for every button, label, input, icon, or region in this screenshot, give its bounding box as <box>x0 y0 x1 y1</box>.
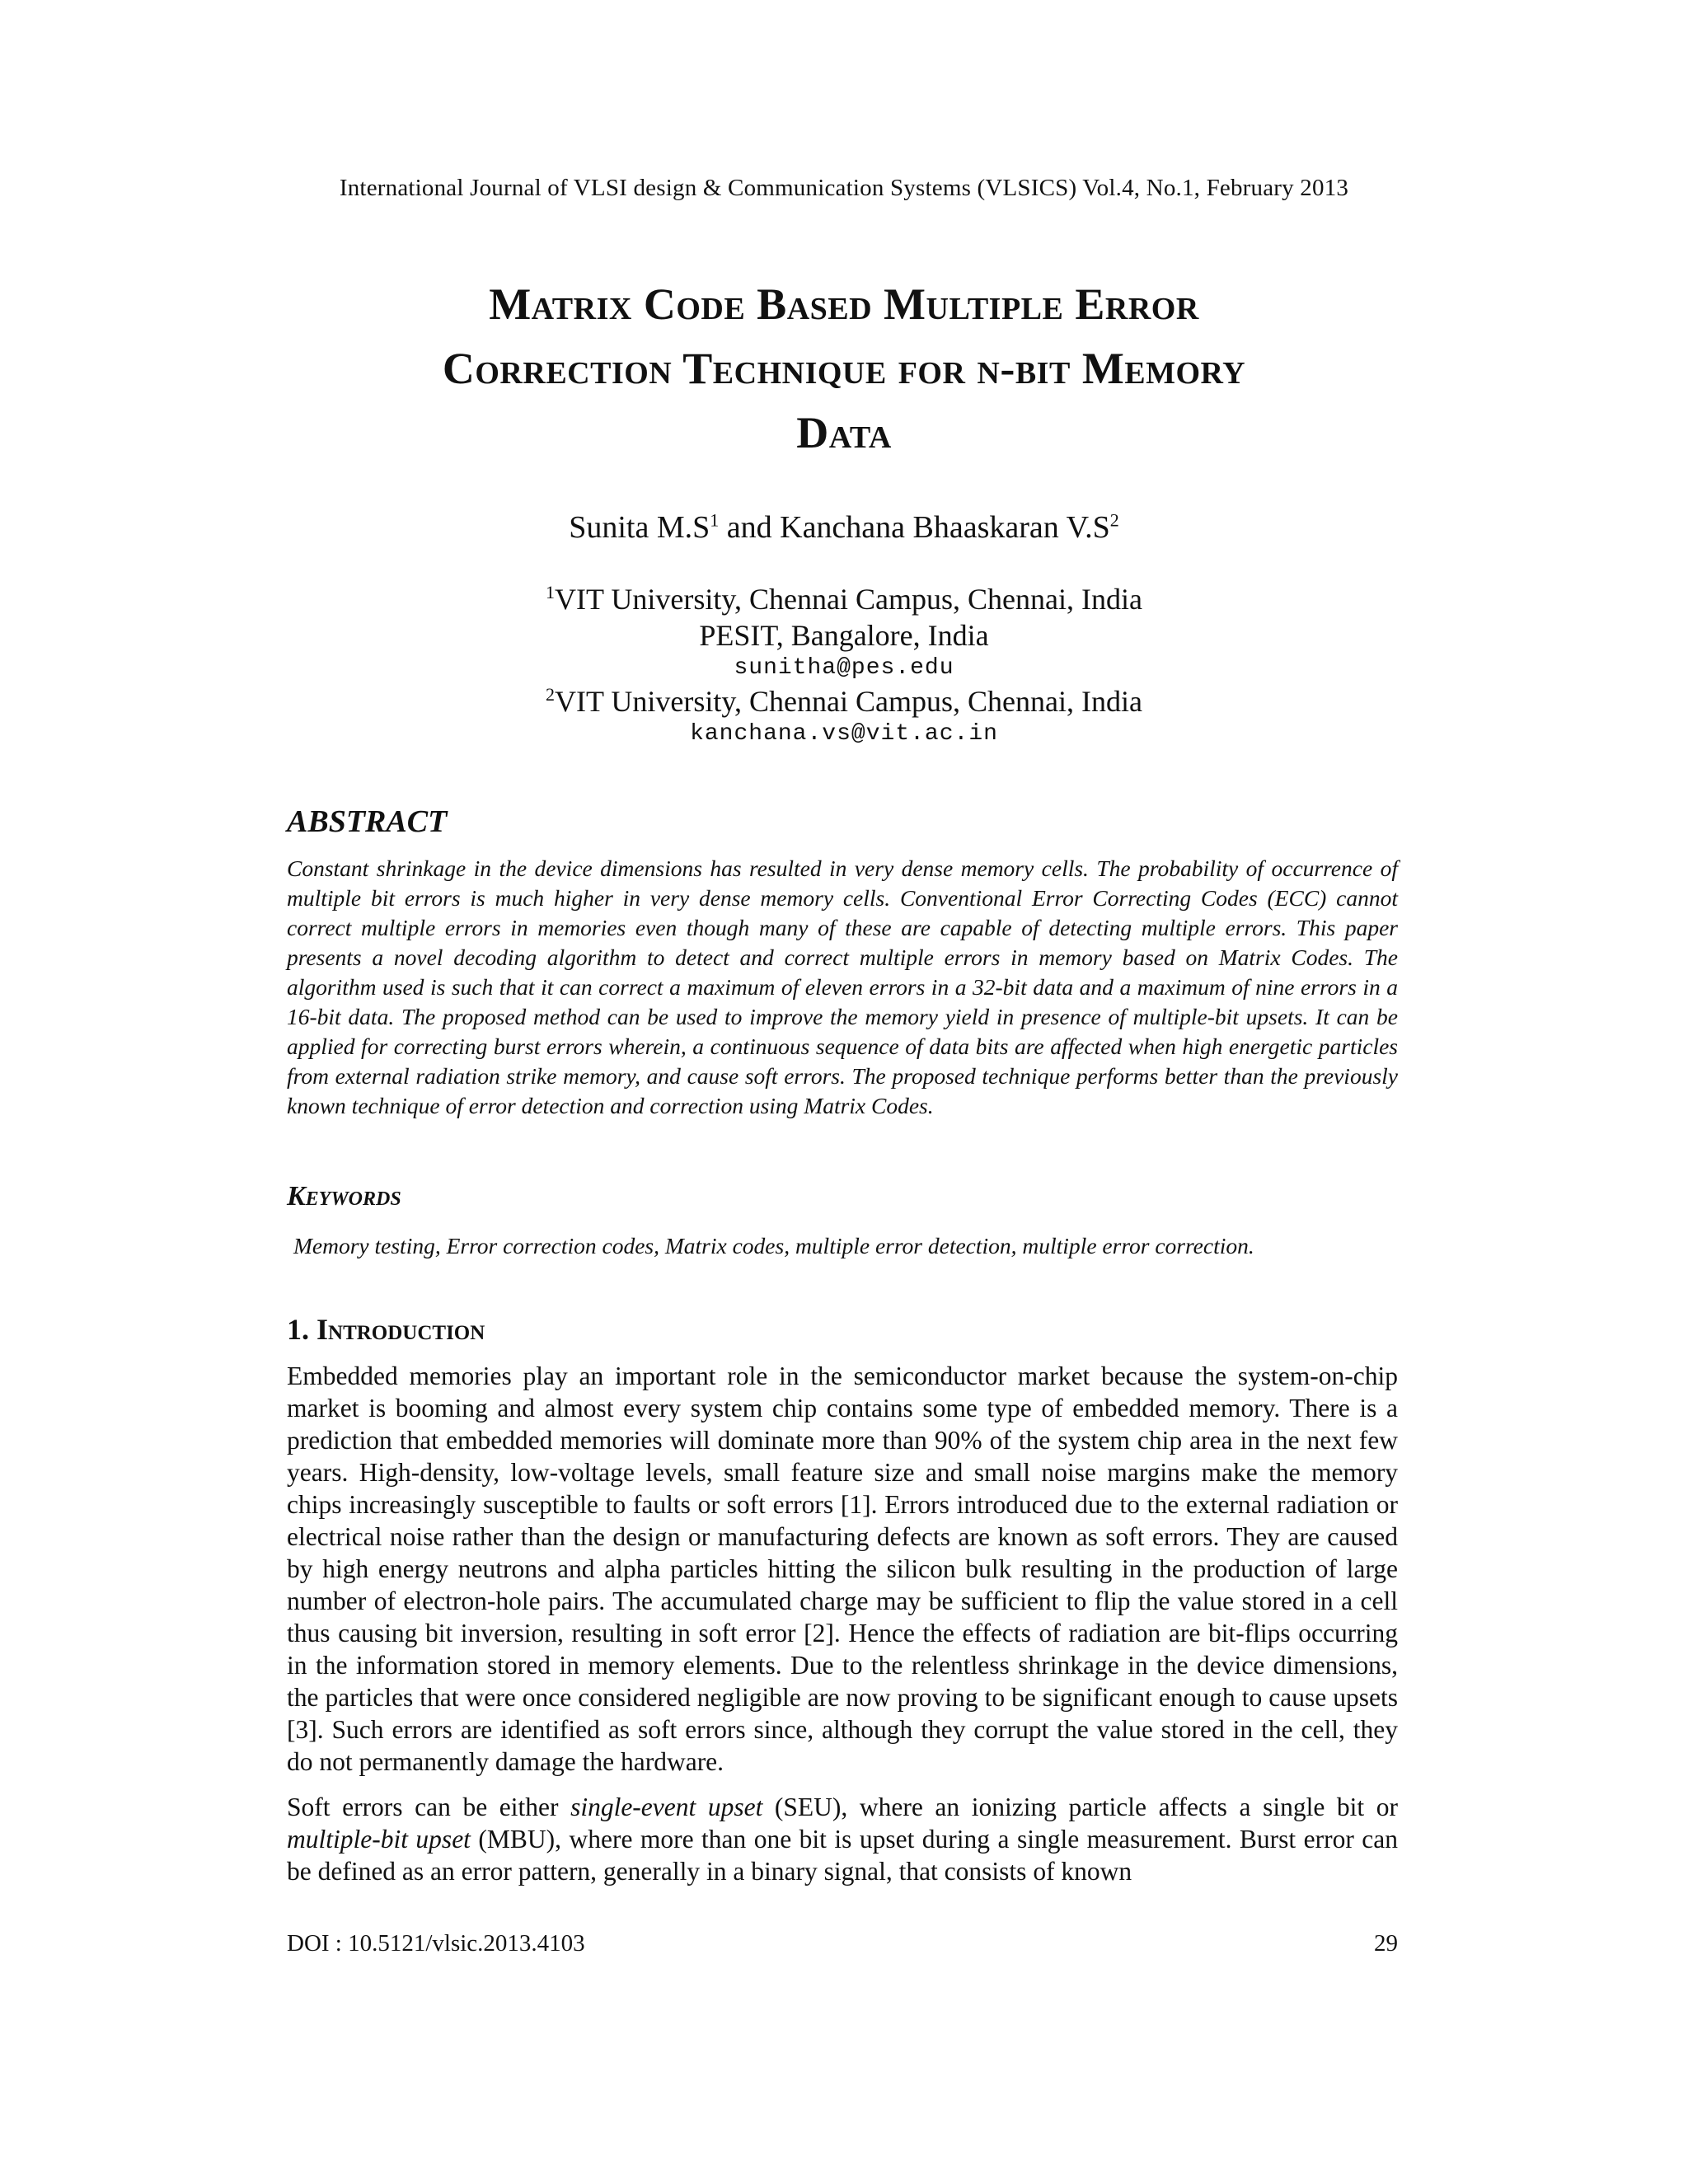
abstract-text: Constant shrinkage in the device dimensions has resulted in very dense memory cells. The probability of occurrence of multiple bit errors is much higher in very dense memory cells. Conventional Error Correcting Codes (ECC) cannot correct multiple errors in memories even though many of these are capable of detecting multiple errors. This paper presents a novel decoding algorithm to detect and correct multiple errors in memory based on Matrix Codes. The algorithm used is such that it can correct a maximum of eleven errors in a 32-bit data and a maximum of nine errors in a 16-bit data. The proposed method can be used to improve the memory yield in presence of multiple-bit upsets. It can be applied for correcting burst errors wherein, a continuous sequence of data bits are affected when high energetic particles from external radiation strike memory, and cause soft errors. The proposed technique performs better than the previously known technique of error detection and correction using Matrix Codes. <box>287 855 1398 1118</box>
affiliations <box>0 581 1688 749</box>
introduction-heading: 1. Introduction <box>287 1313 485 1346</box>
abstract-heading: ABSTRACT <box>287 804 448 839</box>
affiliation-1-line-1: VIT University, Chennai Campus, Chennai, India <box>555 583 1142 616</box>
author-1-name: Sunita M.S <box>569 510 710 545</box>
author-conjunction: and <box>719 510 781 545</box>
keywords-text: Memory testing, Error correction codes, Matrix codes, multiple error detection, multiple error correction. <box>293 1233 1254 1258</box>
affiliation-2-line-1: VIT University, Chennai Campus, Chennai, India <box>555 685 1142 718</box>
para2-text-1: Soft errors can be either <box>287 1793 571 1821</box>
affiliation-2-email[interactable]: kanchana.vs@vit.ac.in <box>690 721 998 747</box>
paper-title <box>247 272 1441 465</box>
introduction-body <box>287 1360 1398 1900</box>
affiliation-2 <box>0 683 1688 719</box>
page-number: 29 <box>1374 1930 1398 1957</box>
para2-text-2: (SEU), where an ionizing particle affects a single bit or <box>762 1793 1398 1821</box>
keywords-heading: Keywords <box>287 1181 401 1212</box>
title-line-2: Correction Technique for n-bit Memory <box>442 344 1246 393</box>
term-single-event-upset: single-event upset <box>570 1793 763 1821</box>
introduction-paragraph-1: Embedded memories play an important role in the semiconductor market because the system-on-chip market is booming and almost every system chip contains some type of embedded memory. There is a prediction that embedded memories will dominate more than 90% of the system chip area in the next few years. High-density, low-voltage levels, small feature size and small noise margins make the memory chips increasingly susceptible to faults or soft errors [1]. Errors introduced due to the external radiation or electrical noise rather than the design or manufacturing defects are known as soft errors. They are caused by high energy neutrons and alpha particles hitting the silicon bulk resulting in the production of large number of electron-hole pairs. The accumulated charge may be sufficient to flip the value stored in a cell thus causing bit inversion, resulting in soft error [2]. Hence the effects of radiation are bit-flips occurring in the information stored in memory elements. Due to the relentless shrinkage in the device dimensions, the particles that were once considered negligible are now proving to be significant enough to cause upsets [3]. Such errors are identified as soft errors since, although they corrupt the value stored in the cell, they do not permanently damage the hardware. <box>287 1361 1398 1776</box>
affiliation-1-line-2: PESIT, Bangalore, India <box>699 619 989 652</box>
author-1-affiliation-mark: 1 <box>710 509 720 531</box>
para2-text-3: (MBU), where more than one bit is upset during a single measurement. Burst error can be defined as an error pattern, generally in a binary signal, that consists of known <box>287 1825 1398 1886</box>
title-line-1: Matrix Code Based Multiple Error <box>489 279 1199 329</box>
affiliation-1-mark: 1 <box>546 582 556 602</box>
introduction-paragraph-2 <box>287 1791 1398 1887</box>
term-multiple-bit-upset: multiple-bit upset <box>287 1825 471 1854</box>
affiliation-2-mark: 2 <box>546 684 556 705</box>
title-line-3: Data <box>796 408 892 457</box>
footer-doi: DOI : 10.5121/vlsic.2013.4103 <box>287 1930 585 1957</box>
affiliation-1 <box>0 581 1688 617</box>
author-line <box>0 509 1688 546</box>
running-header: International Journal of VLSI design & Communication Systems (VLSICS) Vol.4, No.1, February 2013 <box>339 175 1349 201</box>
author-2-name: Kanchana Bhaaskaran V.S <box>780 510 1110 545</box>
affiliation-1-email[interactable]: sunitha@pes.edu <box>734 655 954 681</box>
author-2-affiliation-mark: 2 <box>1109 509 1119 531</box>
